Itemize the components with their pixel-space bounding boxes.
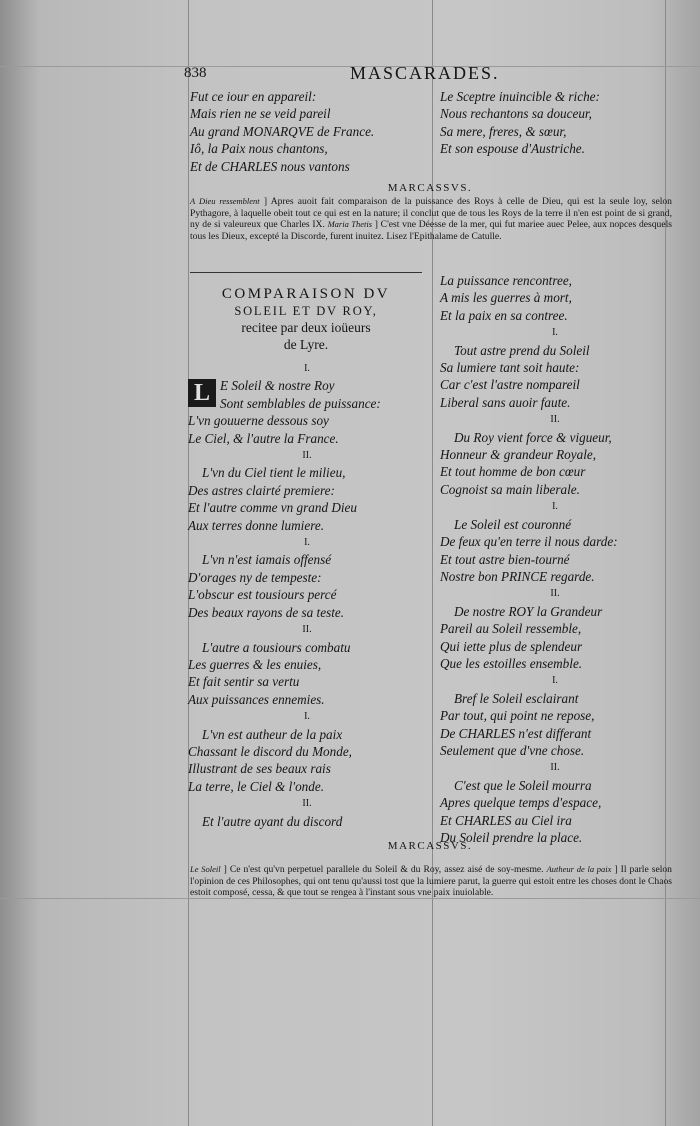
running-head: MASCARADES. [350, 63, 500, 83]
commentary-1-lemma-1: A Dieu ressemblent [190, 196, 260, 206]
top-left-verses [190, 88, 430, 175]
verse-line: L'obscur est tousiours percé [188, 587, 337, 603]
stanza-number: II. [302, 624, 312, 636]
verse-line: Les guerres & les enuies, [188, 656, 322, 672]
verse-line: Des beaux rayons de sa teste. [188, 604, 345, 620]
verse-line: Et tout homme de bon cœur [440, 464, 586, 480]
verse-line: L'vn gouuerne dessous soy [188, 413, 329, 429]
verse-line: De CHARLES n'est differant [440, 725, 592, 741]
commentary-1-text-1: ] Apres auoit fait comparaison de la puissance des Roys à celle de Dieu, qui est la seule loy, selon Pythagore, à laquelle obeit tout ce qui est en la nature; il conclut que de tous les Roys de la terre il n'en est point de si grand, ny de si valeureux que Charles IX. [190, 196, 672, 231]
stanza-number: II. [550, 762, 560, 774]
left-poem-column [188, 360, 426, 830]
right-poem-column [440, 272, 670, 846]
verse-line: Et de CHARLES nous vantons [190, 158, 350, 174]
verse-line: Et tout astre bien-tourné [440, 551, 570, 567]
stanza-number: II. [550, 588, 560, 600]
commentary-1-lemma-2: Maria Thetis [327, 219, 373, 230]
page-header [180, 63, 670, 87]
commentary-1 [190, 196, 672, 242]
stanza-number: II. [302, 798, 312, 810]
verse-line: La puissance rencontree, [440, 273, 572, 288]
verse-line: Pareil au Soleil ressemble, [440, 621, 582, 637]
stanza-number: I. [552, 675, 558, 687]
stanza-number: I. [304, 537, 310, 549]
verse-line: Aux puissances ennemies. [188, 691, 325, 707]
verse-line: Le Sceptre inuincible & riche: [440, 89, 600, 104]
verse-line: Le Ciel, & l'autre la France. [188, 430, 339, 446]
verse-line: L'vn n'est iamais offensé [202, 552, 332, 568]
title-line-1: COMPARAISON DV [221, 286, 391, 302]
verse-line: D'orages ny de tempeste: [188, 569, 322, 585]
verse-line: L'vn est autheur de la paix [202, 726, 343, 742]
stanza-number: II. [550, 414, 560, 426]
verse-line: Que les estoilles ensemble. [440, 655, 583, 671]
verse-line: Et l'autre ayant du discord [202, 813, 343, 829]
verse-line: Au grand MONARQVE de France. [190, 123, 375, 139]
verse-line: Par tout, qui point ne repose, [440, 708, 595, 724]
section-rule [190, 272, 422, 273]
poem-title [186, 285, 426, 353]
verse-line: Nous rechantons sa douceur, [440, 106, 592, 122]
verse-line: L'vn du Ciel tient le milieu, [202, 465, 346, 481]
commentary-2-lemma-1: Le Soleil [190, 864, 221, 874]
title-line-2: SOLEIL ET DV ROY, [234, 304, 378, 318]
commentary-1-text-2: ] C'est vne Déesse de la mer, qui fut mariee auec Pelee, aux nopces desquels tous les Dieux, excepté la Discorde, furent inuitez. Lisez l'Epithalame de Catulle. [190, 219, 672, 242]
commentary-heading-2: MARCASSVS. [387, 840, 473, 852]
verse-line: Du Soleil prendre la place. [440, 830, 583, 845]
verse-line: Le Soleil est couronné [454, 516, 572, 532]
title-line-4: de Lyre. [283, 337, 329, 352]
commentary-heading-1: MARCASSVS. [387, 182, 473, 194]
stanza-number: I. [552, 501, 558, 513]
stanza-number: II. [302, 450, 312, 462]
verse-line: Honneur & grandeur Royale, [440, 447, 597, 463]
verse-line: Liberal sans auoir faute. [440, 394, 571, 410]
verse-line: Nostre bon PRINCE regarde. [440, 568, 595, 584]
commentary-2 [190, 864, 672, 899]
verse-line: Et fait sentir sa vertu [188, 674, 300, 690]
commentary-2-text-2: ] Il parle selon l'opinion de ces Philosophes, qui ont tenu qu'aussi tost que la lumiere parut, la guerre qui estoit entre les choses dont le Chaos estoit composé, cessa, & que tout se rengea à l'instant sous vne paix inuiolable. [190, 864, 672, 899]
verse-line: Mais rien ne se veid pareil [190, 106, 331, 122]
verse-line: Chassant le discord du Monde, [188, 743, 352, 759]
verse-line: Apres quelque temps d'espace, [440, 795, 602, 811]
verse-line: Fut ce iour en appareil: [190, 89, 317, 104]
verse-line: L'autre a tousiours combatu [202, 639, 351, 655]
verse-line: Cognoist sa main liberale. [440, 481, 580, 497]
verse-line: La terre, le Ciel & l'onde. [188, 778, 325, 794]
verse-line: A mis les guerres à mort, [440, 290, 572, 306]
stanza-number: I. [304, 711, 310, 723]
verse-line: Aux terres donne lumiere. [188, 517, 324, 533]
verse-line: Seulement que d'vne chose. [440, 742, 585, 758]
commentary-2-text-1: ] Ce n'est qu'vn perpetuel parallele du Soleil & du Roy, assez aisé de soy-mesme. [223, 864, 544, 875]
drop-cap: L [188, 379, 216, 407]
verse-line: Sa mere, freres, & sœur, [440, 123, 567, 139]
verse-line: Des astres clairté premiere: [188, 482, 335, 498]
verse-line: Bref le Soleil esclairant [454, 690, 579, 706]
verse-line: Et son espouse d'Austriche. [440, 141, 585, 157]
verse-line: Tout astre prend du Soleil [454, 342, 590, 358]
verse-line: Car c'est l'astre nompareil [440, 377, 580, 393]
verse-line: Iô, la Paix nous chantons, [190, 141, 328, 157]
stanza-number: I. [552, 327, 558, 339]
verse-line: De nostre ROY la Grandeur [454, 603, 603, 619]
verse-line: Qui iette plus de splendeur [440, 638, 583, 654]
verse-line: Du Roy vient force & vigueur, [454, 429, 612, 445]
stanza-number: I. [304, 363, 310, 374]
verse-line: Et l'autre comme vn grand Dieu [188, 500, 357, 516]
verse-line: De feux qu'en terre il nous darde: [440, 534, 618, 550]
page-number: 838 [184, 65, 207, 81]
center-fold-line [432, 0, 433, 1126]
commentary-2-lemma-2: Autheur de la paix [546, 864, 612, 874]
verse-line: Illustrant de ses beaux rais [188, 761, 331, 777]
verse-line: Et la paix en sa contree. [440, 307, 568, 323]
verse-line: Sont semblables de puissance: [220, 395, 381, 411]
verse-text: E Soleil & nostre Roy [220, 378, 335, 394]
top-right-verses [440, 88, 670, 158]
verse-line: C'est que le Soleil mourra [454, 777, 592, 793]
verse-line: Sa lumiere tant soit haute: [440, 360, 580, 376]
title-line-3: recitee par deux ioüeurs [241, 320, 371, 335]
verse-line: Et CHARLES au Ciel ira [440, 812, 572, 828]
